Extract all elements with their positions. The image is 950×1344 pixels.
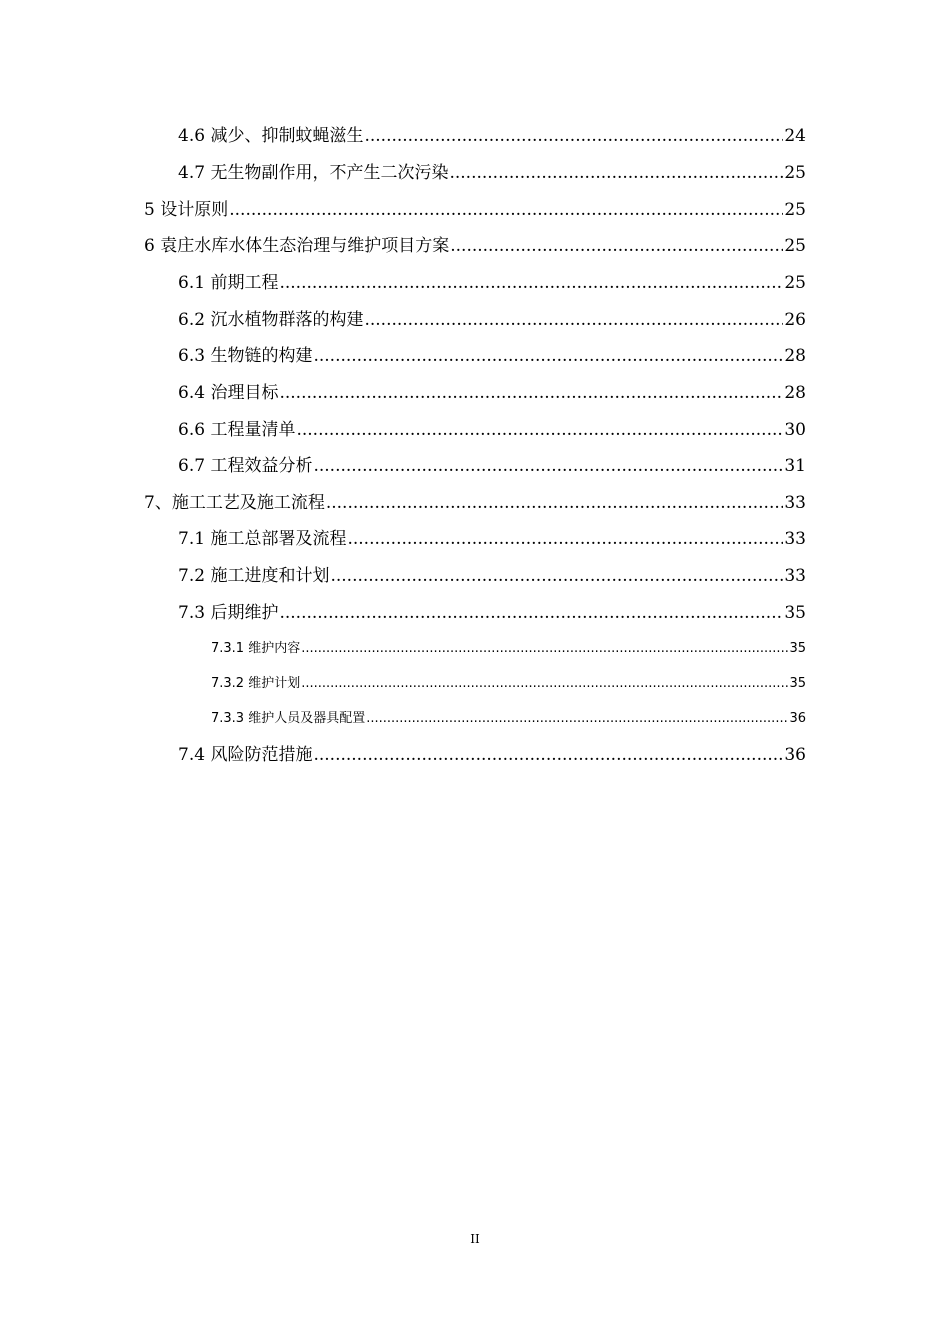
toc-entry-page: 25 <box>784 200 806 220</box>
toc-entry-label: 6.6 工程量清单 <box>178 420 296 440</box>
toc-entry-page: 33 <box>784 566 806 586</box>
toc-entry[interactable] <box>211 712 806 725</box>
toc-entry-label: 6.1 前期工程 <box>178 273 279 293</box>
toc-entry-label: 7.2 施工进度和计划 <box>178 566 330 586</box>
toc-entry[interactable] <box>178 458 806 475</box>
toc-entry-page: 35 <box>789 641 806 656</box>
toc-entry-label: 7.3.1 维护内容 <box>211 641 301 656</box>
toc-dot-leader <box>364 312 783 329</box>
toc-entry[interactable] <box>178 165 806 182</box>
page-number: II <box>470 1232 480 1246</box>
toc-entry-label: 7.3 后期维护 <box>178 603 279 623</box>
toc-entry-page: 33 <box>784 529 806 549</box>
toc-entry-page: 31 <box>784 456 806 476</box>
toc-entry-page: 35 <box>789 676 806 691</box>
toc-entry-page: 25 <box>784 273 806 293</box>
toc-entry[interactable] <box>178 747 806 764</box>
toc-entry[interactable] <box>144 238 806 255</box>
toc-entry[interactable] <box>178 385 806 402</box>
toc-dot-leader <box>313 747 783 764</box>
toc-entry[interactable] <box>144 495 806 512</box>
toc-dot-leader <box>449 165 783 182</box>
toc-entry[interactable] <box>178 422 806 439</box>
toc-dot-leader <box>326 495 784 512</box>
toc-entry[interactable] <box>178 275 806 292</box>
toc-entry-page: 25 <box>784 163 806 183</box>
toc-entry-label: 7.3.3 维护人员及器具配置 <box>211 711 366 726</box>
toc-entry-label: 4.7 无生物副作用，不产生二次污染 <box>178 163 449 183</box>
toc-entry[interactable] <box>178 128 806 145</box>
toc-dot-leader <box>301 642 788 655</box>
toc-dot-leader <box>279 275 783 292</box>
toc-entry-label: 6.2 沉水植物群落的构建 <box>178 310 364 330</box>
toc-entry-label: 6.7 工程效益分析 <box>178 456 313 476</box>
toc-entry[interactable] <box>211 677 806 690</box>
toc-entry-page: 36 <box>784 745 806 765</box>
toc-entry-page: 28 <box>784 383 806 403</box>
toc-entry[interactable] <box>144 202 806 219</box>
toc-dot-leader <box>296 422 783 439</box>
toc-entry[interactable] <box>178 605 806 622</box>
toc-entry-page: 36 <box>789 711 806 726</box>
toc-entry[interactable] <box>178 568 806 585</box>
toc-entry-label: 7.4 风险防范措施 <box>178 745 313 765</box>
toc-entry-label: 7.1 施工总部署及流程 <box>178 529 347 549</box>
toc-entry-label: 6.4 治理目标 <box>178 383 279 403</box>
toc-entry-page: 25 <box>784 236 806 256</box>
toc-dot-leader <box>279 605 783 622</box>
toc-dot-leader <box>450 238 783 255</box>
toc-entry[interactable] <box>178 531 806 548</box>
toc-dot-leader <box>364 128 783 145</box>
toc-entry-label: 6.3 生物链的构建 <box>178 346 313 366</box>
toc-entry-label: 4.6 减少、抑制蚊蝇滋生 <box>178 126 364 146</box>
toc-dot-leader <box>229 202 783 219</box>
toc-entry-label: 7、施工工艺及施工流程 <box>144 493 325 513</box>
toc-dot-leader <box>347 531 783 548</box>
toc-entry-label: 6 袁庄水库水体生态治理与维护项目方案 <box>144 236 450 256</box>
toc-entry-label: 7.3.2 维护计划 <box>211 676 301 691</box>
toc-entry-page: 28 <box>784 346 806 366</box>
toc-entry-page: 35 <box>784 603 806 623</box>
toc-dot-leader <box>313 458 783 475</box>
toc-entry-page: 33 <box>784 493 806 513</box>
toc-entry-page: 30 <box>784 420 806 440</box>
toc-dot-leader <box>279 385 783 402</box>
toc-dot-leader <box>330 568 783 585</box>
toc-dot-leader <box>366 712 788 725</box>
toc-entry[interactable] <box>178 348 806 365</box>
toc-dot-leader <box>313 348 783 365</box>
toc-entry[interactable] <box>178 312 806 329</box>
toc-dot-leader <box>301 677 788 690</box>
toc-entry[interactable] <box>211 642 806 655</box>
toc-entry-label: 5 设计原则 <box>144 200 229 220</box>
toc-entry-page: 26 <box>784 310 806 330</box>
toc-entry-page: 24 <box>784 126 806 146</box>
